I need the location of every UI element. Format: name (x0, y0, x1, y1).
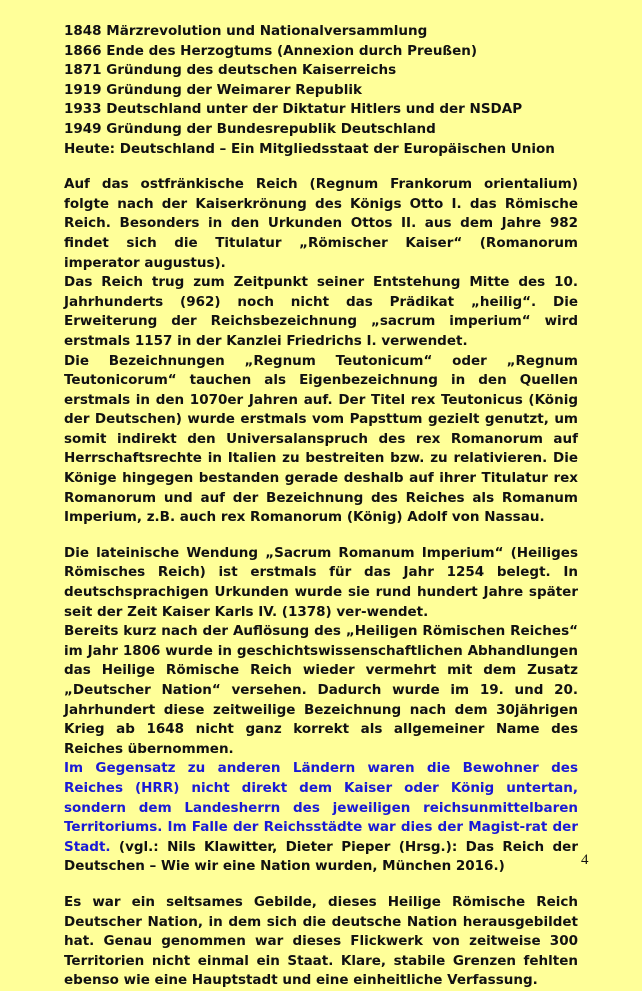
page-number: 4 (581, 852, 589, 868)
timeline-item: 1933 Deutschland unter der Diktatur Hitlers und der NSDAP (64, 101, 523, 118)
timeline-item: 1919 Gründung der Weimarer Republik (64, 81, 362, 98)
timeline-item: 1848 Märzrevolution und Nationalversammlung (64, 23, 428, 39)
timeline-item: 1949 Gründung der Bundesrepublik Deutschland (64, 120, 436, 137)
paragraph: Die lateinische Wendung „Sacrum Romanum Imperium“ (Heiliges Römisches Reich) ist erstmals für das Jahr 1254 belegt. In deutschsprachigen Urkunden wurde sie rund hundert Jahre später seit der Zeit Kaiser Karls IV. (1378) ver-wendet. (64, 544, 578, 620)
page-content (64, 22, 578, 991)
timeline-item: Heute: Deutschland – Ein Mitgliedsstaat der Europäischen Union (64, 140, 555, 157)
paragraph: Bereits kurz nach der Auflösung des „Heiligen Römischen Reiches“ im Jahr 1806 wurde in geschichtswissenschaftlichen Abhandlungen das Heilige Römische Reich wieder vermehrt mit dem Zusatz „Deutscher Nation“ versehen. Dadurch wurde im 19. und 20. Jahrhundert diese zeitweilige Bezeichnung nach dem 30jährigen Krieg ab 1648 nicht ganz korrekt als allgemeiner Name des Reiches übernommen. (64, 623, 578, 757)
timeline-item: 1871 Gründung des deutschen Kaiserreichs (64, 62, 397, 79)
timeline-item: 1866 Ende des Herzogtums (Annexion durch Preußen) (64, 42, 478, 59)
paragraph: Das Reich trug zum Zeitpunkt seiner Entstehung Mitte des 10. Jahrhunderts (962) noch nicht das Prädikat „heilig“. Die Erweiterung der Reichsbezeichnung „sacrum imperium“ wird erstmals 1157 in der Kanzlei Friedrichs I. verwendet. (64, 274, 578, 349)
highlighted-text: Im Gegensatz zu anderen Ländern waren die Bewohner des Reiches (HRR) nicht direkt dem Kaiser oder König untertan, sondern dem Landesherrn des jeweiligen reichsunmittelbaren Territoriums. Im Falle der Reichsstädte war dies der Magist-rat der Stadt. (64, 760, 578, 855)
paragraph (64, 759, 578, 877)
paragraph: Auf das ostfränkische Reich (Regnum Frankorum orientalium) folgte nach der Kaiserkrönung des Königs Otto I. das Römische Reich. Besonders in den Urkunden Ottos II. aus dem Jahre 982 findet sich die Titulatur „Römischer Kaiser“ (Romanorum imperator augustus). (64, 176, 578, 271)
paragraph: Es war ein seltsames Gebilde, dieses Heilige Römische Reich Deutscher Nation, in dem sich die deutsche Nation herausgebildet hat. Genau genommen war dieses Flickwerk von zeitweise 300 Territorien nicht einmal ein Staat. Klare, stabile Grenzen fehlten ebenso wie eine Hauptstadt und eine einheitliche Verfassung. (64, 893, 578, 989)
paragraph: Die Bezeichnungen „Regnum Teutonicum“ oder „Regnum Teutonicorum“ tauchen als Eigenbezeichnung in den Quellen erstmals in den 1070er Jahren auf. Der Titel rex Teutonicus (König der Deutschen) wurde erstmals vom Papsttum gezielt genutzt, um somit indirekt den Universalanspruch des rex Romanorum auf Herrschaftsrechte in Italien zu bestreiten bzw. zu relativieren. Die Könige hingegen bestanden gerade deshalb auf ihrer Titulatur rex Romanorum und auf der Bezeichnung des Reiches als Romanum Imperium, z.B. auch rex Romanorum (König) Adolf von Nassau. (64, 352, 578, 526)
timeline-list (64, 22, 578, 159)
citation-text: (vgl.: Nils Klawitter, Dieter Pieper (Hrsg.): Das Reich der Deutschen – Wie wir eine Nation wurden, München 2016.) (64, 838, 578, 875)
